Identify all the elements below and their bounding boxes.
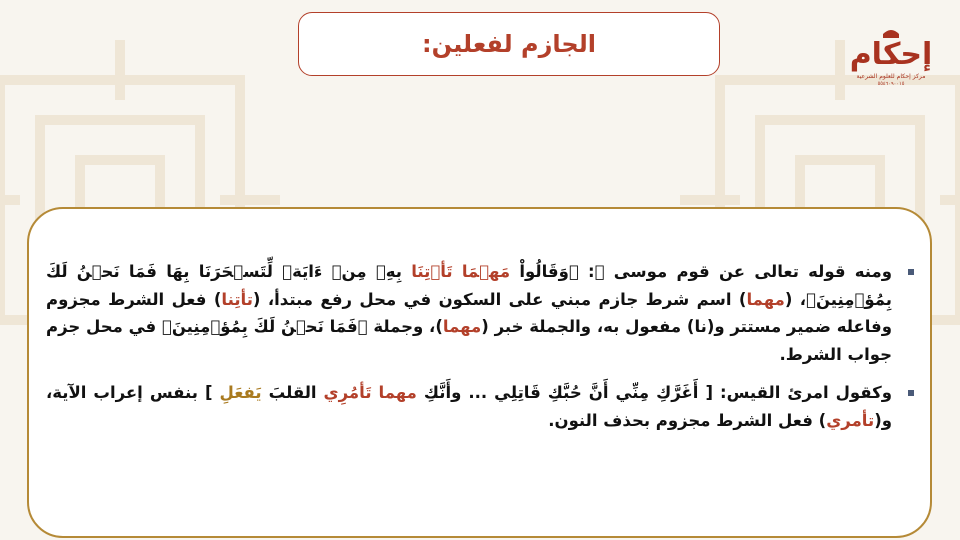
text-segment: ) فعل الشرط مجزوم وفاعله ضمير مستتر و(نا) مفعول به، والجملة خبر ( <box>46 289 892 336</box>
highlight-red: مهما <box>746 289 785 309</box>
logo <box>848 28 934 94</box>
text-segment: بِهِۦ مِنۡ ءَايَةٖ لِّتَسۡحَرَنَا بِهَا فَمَا نَحۡنُ لَكَ بِمُؤۡمِنِينَ﴾، ( <box>46 262 892 309</box>
text-segment: )، وجملة ﴿فَمَا نَحۡنُ لَكَ بِمُؤۡمِنِينَ﴾ في محل جزم جواب الشرط. <box>46 317 892 364</box>
bullet-square-icon <box>908 390 914 396</box>
title-box <box>298 12 720 76</box>
bullet-item-1 <box>46 258 914 368</box>
highlight-gold: يَفعَلِ <box>219 383 262 402</box>
text-segment: ومنه قوله تعالى عن قوم موسى ﷺ: ﴿وَقَالُواْ <box>510 262 892 281</box>
highlight-red: مهما تَأمُرِي <box>323 383 417 402</box>
text-segment: القلبَ <box>261 383 324 402</box>
highlight-red: تأتِنا <box>221 289 253 309</box>
logo-subtitle: مركز إحكام للعلوم الشرعية <box>856 73 926 80</box>
logo-wordmark: إحكام <box>849 37 933 72</box>
highlight-red: تأمري <box>826 410 875 430</box>
bullet-item-2 <box>46 379 914 434</box>
text-segment: ) اسم شرط جازم مبني على السكون في محل رفع مبتدأ، ( <box>252 289 747 309</box>
text-segment: وكقول امرئ القيس: [ أَغَرَّكِ مِنِّي أَنَّ حُبَّكِ قَاتِلِي ... وأَنَّكِ <box>416 383 892 402</box>
text-segment: ) فعل الشرط مجزوم بحذف النون. <box>548 410 827 430</box>
highlight-red: مَهۡمَا تَأۡتِنَا <box>411 262 511 281</box>
bullet-list <box>46 258 914 445</box>
bullet-square-icon <box>908 269 914 275</box>
logo-number: ٥٥٤٦٠٩٠٠١٥ <box>877 81 905 87</box>
page-title: الجازم لفعلين: <box>422 30 596 58</box>
highlight-red: مهما <box>442 317 482 336</box>
text-segment: ] بنفس إعراب الآية، و( <box>46 383 892 430</box>
